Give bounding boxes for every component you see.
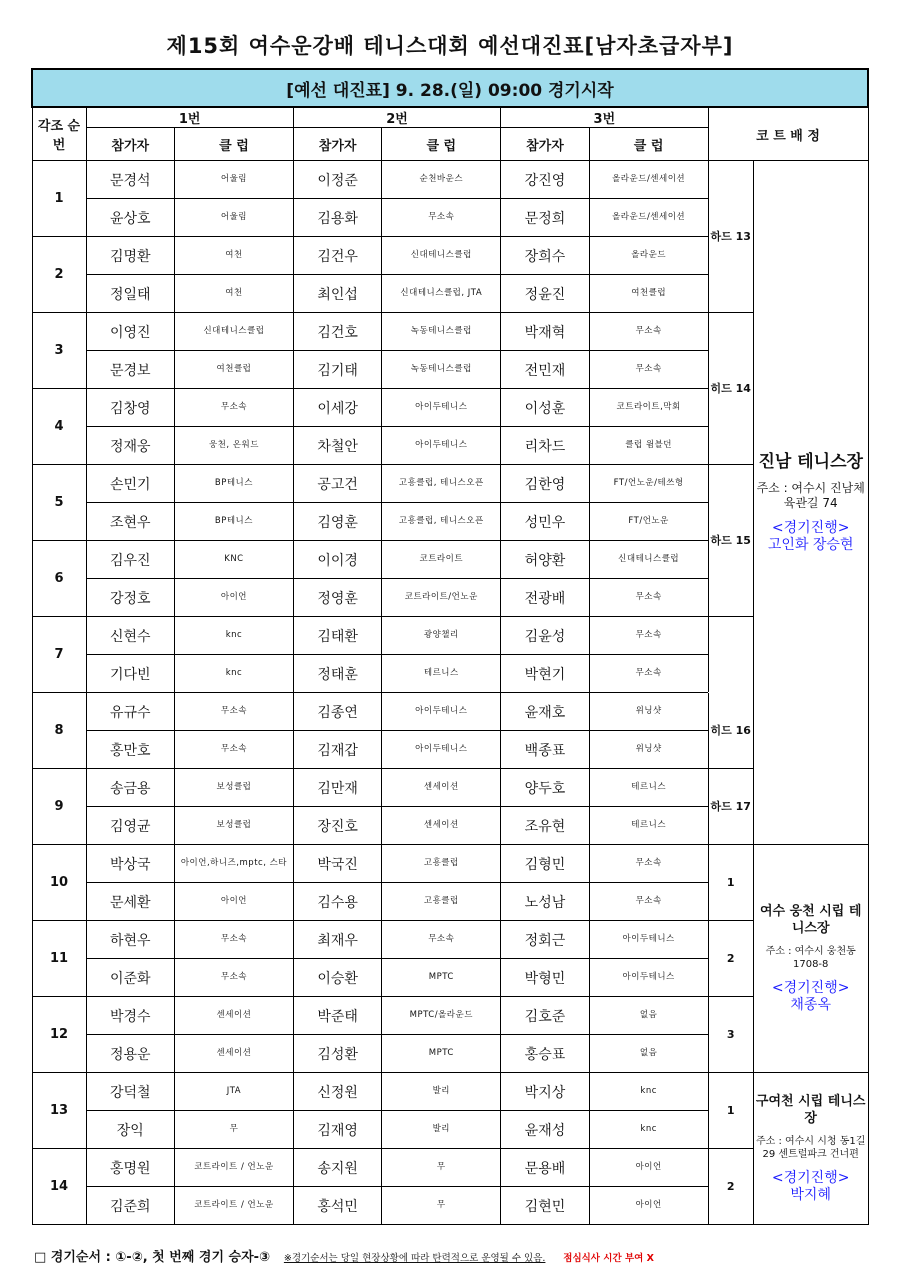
r2-player: 이승환 (293, 959, 382, 997)
r2-club: 테르니스 (382, 655, 501, 693)
r2-club: 고흥클럽, 테니스오픈 (382, 503, 501, 541)
r1-player: 강정호 (86, 579, 175, 617)
r1-player: 손민기 (86, 465, 175, 503)
r2-player: 김영훈 (293, 503, 382, 541)
r3-player: 조유현 (501, 807, 590, 845)
r1-player: 조현우 (86, 503, 175, 541)
r1-club: 무소속 (175, 959, 294, 997)
r1-club: 어울림 (175, 161, 294, 199)
r3-player: 김호준 (501, 997, 590, 1035)
r3-player: 윤재성 (501, 1111, 590, 1149)
r2-player: 김용화 (293, 199, 382, 237)
court-header: 코 트 배 정 (708, 107, 868, 161)
r3-club: 무소속 (589, 351, 708, 389)
r2-player: 김태환 (293, 617, 382, 655)
group-number: 8 (32, 693, 86, 769)
r3-club: 무소속 (589, 655, 708, 693)
player-header: 참가자 (293, 128, 382, 161)
court-number: 2 (708, 921, 753, 997)
r2-club: 아이두테니스 (382, 731, 501, 769)
r1-player: 정용운 (86, 1035, 175, 1073)
r2-club: 순천바운스 (382, 161, 501, 199)
bracket-row (32, 1149, 868, 1187)
r3-player: 이성훈 (501, 389, 590, 427)
bracket-row (32, 845, 868, 883)
r1-club: 어울림 (175, 199, 294, 237)
r2-player: 공고건 (293, 465, 382, 503)
r3-club: FT/언노운 (589, 503, 708, 541)
bracket-row (32, 769, 868, 807)
r3-club: 올라운드 (589, 237, 708, 275)
r3-player: 성민우 (501, 503, 590, 541)
r3-club: 무소속 (589, 845, 708, 883)
r2-club: 아이두테니스 (382, 693, 501, 731)
r3-player: 홍승표 (501, 1035, 590, 1073)
court-number: 1 (708, 845, 753, 921)
r1-player: 강덕철 (86, 1073, 175, 1111)
r1-club: 코트라이트 / 언노운 (175, 1149, 294, 1187)
venue-status: <경기진행> (771, 1170, 850, 1186)
r2-player: 김성환 (293, 1035, 382, 1073)
r2-player: 정영훈 (293, 579, 382, 617)
r3-player: 노성남 (501, 883, 590, 921)
group-number: 5 (32, 465, 86, 541)
r1-club: 무소속 (175, 389, 294, 427)
r1-player: 김우진 (86, 541, 175, 579)
r3-club: 무소속 (589, 313, 708, 351)
r3-club: 아이언 (589, 1187, 708, 1225)
venue-staff: 고인화 장승현 (767, 536, 854, 553)
r1-club: 아이언 (175, 579, 294, 617)
bracket-table (31, 68, 869, 1225)
r1-player: 정일태 (86, 275, 175, 313)
r1-player: 김명환 (86, 237, 175, 275)
group-number: 11 (32, 921, 86, 997)
r3-player: 허양환 (501, 541, 590, 579)
court-number (708, 617, 753, 693)
court-number: 히드 16 (708, 693, 753, 769)
bracket-row (32, 997, 868, 1035)
bracket-row (32, 161, 868, 199)
r3-club: 신대테니스클럽 (589, 541, 708, 579)
venue-name: 진남 테니스장 (758, 451, 863, 472)
r2-player: 김재영 (293, 1111, 382, 1149)
r2-player: 김만재 (293, 769, 382, 807)
schedule-banner: [예선 대진표] 9. 28.(일) 09:00 경기시작 (32, 69, 868, 107)
r3-player: 백종표 (501, 731, 590, 769)
venue-staff: 채종옥 (790, 997, 831, 1013)
r2-club: 발리 (382, 1111, 501, 1149)
r3-club: 클럽 윔블던 (589, 427, 708, 465)
r3-player: 전광배 (501, 579, 590, 617)
r2-club: 고흥클럽, 테니스오픈 (382, 465, 501, 503)
r1-player: 이준화 (86, 959, 175, 997)
r2-player: 송지원 (293, 1149, 382, 1187)
r2-club: 고흥클럽 (382, 845, 501, 883)
footer-notes (34, 1246, 874, 1265)
r3-player: 문용배 (501, 1149, 590, 1187)
r1-club: KNC (175, 541, 294, 579)
r2-club: 아이두테니스 (382, 389, 501, 427)
r3-club: 여천클럽 (589, 275, 708, 313)
r1-player: 유규수 (86, 693, 175, 731)
r3-club: 아이언 (589, 1149, 708, 1187)
r1-player: 장익 (86, 1111, 175, 1149)
player-header: 참가자 (86, 128, 175, 161)
r1-club: 무소속 (175, 731, 294, 769)
r3-player: 박재혁 (501, 313, 590, 351)
r1-player: 기다빈 (86, 655, 175, 693)
r3-player: 정윤진 (501, 275, 590, 313)
r2-club: 센세이션 (382, 807, 501, 845)
r3-player: 윤재호 (501, 693, 590, 731)
r2-club: 코트라이트/언노운 (382, 579, 501, 617)
r2-player: 김건호 (293, 313, 382, 351)
court-number: 하드 17 (708, 769, 753, 845)
r2-club: 광양챌리 (382, 617, 501, 655)
r3-club: knc (589, 1111, 708, 1149)
round1-header: 1번 (86, 107, 293, 128)
r1-player: 하현우 (86, 921, 175, 959)
venue-address: 주소 : 여수시 웅천동1708-8 (765, 946, 856, 970)
r2-club: 코트라이트 (382, 541, 501, 579)
lunch-note: 점심식사 시간 부여 X (563, 1253, 654, 1264)
r1-player: 신현수 (86, 617, 175, 655)
r3-player: 박현기 (501, 655, 590, 693)
r2-player: 김재갑 (293, 731, 382, 769)
r3-club: 무소속 (589, 617, 708, 655)
court-number: 1 (708, 1073, 753, 1149)
r3-club: 없음 (589, 997, 708, 1035)
r2-player: 신정원 (293, 1073, 382, 1111)
r1-player: 문경보 (86, 351, 175, 389)
r1-player: 문경석 (86, 161, 175, 199)
venue-status: <경기진행> (771, 980, 850, 996)
bracket-row (32, 617, 868, 655)
r2-club: 무소속 (382, 199, 501, 237)
club-header: 클 럽 (175, 128, 294, 161)
r1-club: 보성클럽 (175, 807, 294, 845)
r3-player: 정회근 (501, 921, 590, 959)
r1-club: 무소속 (175, 921, 294, 959)
r2-player: 박국진 (293, 845, 382, 883)
r1-club: 아이언,하니즈,mptc, 스타 (175, 845, 294, 883)
bracket-row (32, 465, 868, 503)
court-number: 히드 14 (708, 313, 753, 465)
r2-club: 무 (382, 1149, 501, 1187)
r1-player: 윤상호 (86, 199, 175, 237)
r2-club: 녹동테니스클럽 (382, 313, 501, 351)
round2-header: 2번 (293, 107, 500, 128)
r1-club: BP테니스 (175, 503, 294, 541)
group-number: 2 (32, 237, 86, 313)
venue-cell (753, 1073, 868, 1225)
venue-cell (753, 161, 868, 845)
club-header: 클 럽 (589, 128, 708, 161)
r2-player: 김수용 (293, 883, 382, 921)
r3-player: 양두호 (501, 769, 590, 807)
r3-club: 테르니스 (589, 807, 708, 845)
r2-club: MPTC (382, 1035, 501, 1073)
r2-player: 최재우 (293, 921, 382, 959)
r1-player: 홍명원 (86, 1149, 175, 1187)
r1-club: 무 (175, 1111, 294, 1149)
r3-player: 전민재 (501, 351, 590, 389)
r3-player: 김한영 (501, 465, 590, 503)
venue-cell (753, 845, 868, 1073)
r1-club: 무소속 (175, 693, 294, 731)
r2-club: 신대테니스클럽, JTA (382, 275, 501, 313)
r3-club: 위닝샷 (589, 731, 708, 769)
r2-player: 이세강 (293, 389, 382, 427)
r1-player: 문세환 (86, 883, 175, 921)
r1-club: 센세이션 (175, 1035, 294, 1073)
r1-player: 김영균 (86, 807, 175, 845)
venue-name: 구여천 시립 테니스장 (755, 1094, 866, 1126)
group-number: 12 (32, 997, 86, 1073)
court-number: 하드 13 (708, 161, 753, 313)
r1-club: 웅천, 온워드 (175, 427, 294, 465)
r3-club: 아이두테니스 (589, 921, 708, 959)
group-number: 3 (32, 313, 86, 389)
r3-club: 없음 (589, 1035, 708, 1073)
group-number: 14 (32, 1149, 86, 1225)
r2-player: 김기태 (293, 351, 382, 389)
r2-club: 고흥클럽 (382, 883, 501, 921)
r1-club: 신대테니스클럽 (175, 313, 294, 351)
r1-club: knc (175, 617, 294, 655)
r1-player: 박경수 (86, 997, 175, 1035)
r1-club: 코트라이트 / 언노운 (175, 1187, 294, 1225)
flexible-note: ※경기순서는 당일 현장상황에 따라 탄력적으로 운영될 수 있음. (283, 1253, 546, 1264)
r2-club: MPTC (382, 959, 501, 997)
r2-club: 무 (382, 1187, 501, 1225)
court-number: 2 (708, 1149, 753, 1225)
r1-player: 송금용 (86, 769, 175, 807)
group-number: 4 (32, 389, 86, 465)
bracket-row (32, 1073, 868, 1111)
r2-club: 발리 (382, 1073, 501, 1111)
r2-player: 이이경 (293, 541, 382, 579)
r2-player: 이정준 (293, 161, 382, 199)
r1-player: 홍만호 (86, 731, 175, 769)
r3-club: 코트라이트,막회 (589, 389, 708, 427)
r3-player: 김형민 (501, 845, 590, 883)
r1-player: 김창영 (86, 389, 175, 427)
r1-club: JTA (175, 1073, 294, 1111)
r3-player: 리차드 (501, 427, 590, 465)
player-header: 참가자 (501, 128, 590, 161)
r3-club: 위닝샷 (589, 693, 708, 731)
r1-club: 여천클럽 (175, 351, 294, 389)
r2-player: 김종연 (293, 693, 382, 731)
r1-player: 박상국 (86, 845, 175, 883)
r1-club: 여천 (175, 275, 294, 313)
r3-club: 테르니스 (589, 769, 708, 807)
r1-club: 여천 (175, 237, 294, 275)
r3-club: knc (589, 1073, 708, 1111)
r1-club: BP테니스 (175, 465, 294, 503)
r3-club: 올라운드/센세이션 (589, 199, 708, 237)
venue-status: <경기진행> (771, 519, 850, 536)
r1-player: 이영진 (86, 313, 175, 351)
r3-player: 강진영 (501, 161, 590, 199)
r2-player: 김건우 (293, 237, 382, 275)
r3-player: 문정희 (501, 199, 590, 237)
page-title: 제15회 여수운강배 테니스대회 예선대진표[남자초급자부] (166, 34, 734, 58)
group-number: 13 (32, 1073, 86, 1149)
group-number: 9 (32, 769, 86, 845)
bracket-row (32, 921, 868, 959)
bracket-row (32, 693, 868, 731)
bracket-row (32, 313, 868, 351)
club-header: 클 럽 (382, 128, 501, 161)
group-number: 7 (32, 617, 86, 693)
r3-club: 아이두테니스 (589, 959, 708, 997)
group-header: 각조 순번 (32, 107, 86, 161)
r3-player: 박형민 (501, 959, 590, 997)
r2-player: 최인섭 (293, 275, 382, 313)
court-number: 하드 15 (708, 465, 753, 617)
r2-player: 정태훈 (293, 655, 382, 693)
r3-club: 무소속 (589, 579, 708, 617)
venue-address: 주소 : 여수시 진남체육관길 74 (756, 480, 865, 510)
r1-club: 아이언 (175, 883, 294, 921)
r1-club: 보성클럽 (175, 769, 294, 807)
group-number: 1 (32, 161, 86, 237)
r1-club: 센세이션 (175, 997, 294, 1035)
r1-club: knc (175, 655, 294, 693)
court-number: 3 (708, 997, 753, 1073)
group-number: 10 (32, 845, 86, 921)
r3-club: 올라운드/센세이션 (589, 161, 708, 199)
r3-player: 김현민 (501, 1187, 590, 1225)
r2-player: 장진호 (293, 807, 382, 845)
r1-player: 김준희 (86, 1187, 175, 1225)
r3-player: 장희수 (501, 237, 590, 275)
r2-player: 차철안 (293, 427, 382, 465)
r2-club: 무소속 (382, 921, 501, 959)
r1-player: 정재웅 (86, 427, 175, 465)
venue-address: 주소 : 여수시 시청 동1길 29 센트럴파크 건너편 (756, 1136, 866, 1160)
r2-club: MPTC/올라운드 (382, 997, 501, 1035)
group-number: 6 (32, 541, 86, 617)
r2-club: 센세이션 (382, 769, 501, 807)
match-order-note: □ 경기순서 : ①-②, 첫 번째 경기 승자-③ (34, 1250, 271, 1265)
r2-club: 녹동테니스클럽 (382, 351, 501, 389)
r3-player: 김윤성 (501, 617, 590, 655)
r2-player: 홍석민 (293, 1187, 382, 1225)
venue-staff: 박지혜 (790, 1187, 831, 1203)
round3-header: 3번 (501, 107, 708, 128)
r3-club: FT/언노운/테쓰형 (589, 465, 708, 503)
r2-player: 박준태 (293, 997, 382, 1035)
venue-name: 여수 웅천 시립 테니스장 (759, 904, 862, 936)
r2-club: 신대테니스클럽 (382, 237, 501, 275)
r3-club: 무소속 (589, 883, 708, 921)
r2-club: 아이두테니스 (382, 427, 501, 465)
r3-player: 박지상 (501, 1073, 590, 1111)
